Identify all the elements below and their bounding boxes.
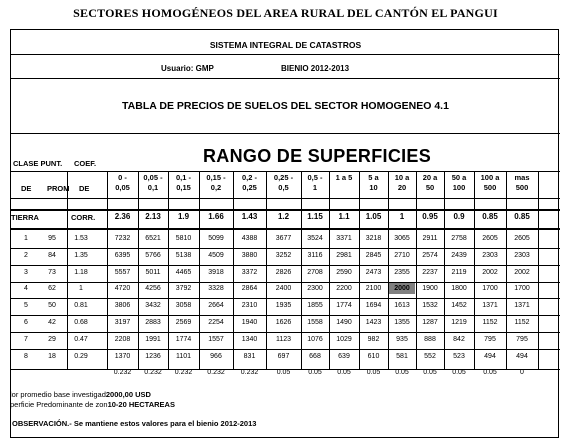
clase-value: 1	[24, 235, 28, 242]
grid-line	[233, 171, 234, 369]
factor-value: 0.232	[240, 369, 259, 377]
clase-value: 5	[24, 302, 28, 310]
price-cell: 2574	[422, 251, 438, 259]
price-cell: 2254	[208, 319, 224, 326]
prom-value: 62	[48, 285, 56, 293]
grid-line	[11, 315, 560, 316]
clase-value: 2	[24, 251, 28, 259]
corr-label: CORR.	[71, 213, 96, 222]
coef-value: 1.53	[74, 235, 88, 242]
corr-value: 1.1	[338, 212, 350, 221]
grid-line	[301, 171, 302, 369]
grid-line	[388, 171, 389, 369]
grid-line	[474, 171, 475, 369]
price-cell: 1800	[451, 285, 467, 293]
price-cell: 842	[453, 335, 465, 343]
price-cell: 3116	[307, 251, 323, 259]
column-header: 0,15 - 0,2	[206, 173, 226, 192]
clase-value: 4	[24, 285, 28, 293]
de-label: DE	[21, 184, 32, 193]
price-cell: 2208	[114, 335, 131, 343]
price-cell: 1152	[514, 319, 530, 326]
price-cell: 5810	[175, 235, 192, 242]
price-cell: 5099	[208, 235, 224, 242]
price-cell: 3677	[275, 235, 292, 242]
coef-value: 0.47	[74, 335, 88, 343]
price-cell: 4465	[175, 268, 192, 276]
price-cell: 1700	[514, 285, 530, 293]
price-cell: 1935	[275, 302, 292, 310]
price-cell: 982	[367, 335, 380, 343]
grid-line	[444, 171, 445, 369]
column-header: 100 a 500	[480, 173, 500, 192]
price-cell: 1613	[394, 302, 410, 310]
prom-value: 42	[48, 319, 56, 326]
factor-value: 0.05	[308, 369, 322, 377]
grid-line	[538, 171, 539, 369]
factor-value: 0.232	[207, 369, 225, 377]
price-cell: 2300	[307, 285, 323, 293]
prom-value: 73	[48, 268, 56, 276]
price-cell: 2708	[307, 268, 323, 276]
factor-value: 0.05	[483, 369, 497, 377]
price-cell: 2590	[336, 268, 352, 276]
corr-value: 1.9	[177, 212, 190, 221]
observation-line	[12, 419, 256, 428]
grid-line	[11, 298, 560, 299]
corr-value: 0.85	[514, 212, 530, 221]
grid-line	[11, 282, 560, 283]
coef-label: COEF.	[74, 159, 97, 168]
factor-value: 0.05	[395, 369, 409, 377]
column-header: 0,25 - 0,5	[273, 173, 294, 192]
price-cell: 4388	[241, 235, 258, 242]
factor-value: 0.05	[366, 369, 381, 377]
coef-value: 1.18	[74, 268, 88, 276]
price-cell: 1626	[275, 319, 292, 326]
price-cell: 2911	[422, 235, 438, 242]
price-cell: 1532	[422, 302, 438, 310]
corr-value: 1.66	[208, 212, 224, 221]
price-cell: 1774	[175, 335, 192, 343]
divider	[11, 54, 560, 55]
price-cell: 2664	[208, 302, 224, 310]
column-header: 1 a 5	[335, 173, 353, 182]
price-cell: 3372	[241, 268, 258, 276]
price-cell: 1219	[451, 319, 467, 326]
price-cell: 2100	[365, 285, 382, 293]
column-header: 5 a 10	[368, 173, 379, 192]
divider	[11, 133, 560, 134]
column-header: 10 a 20	[394, 173, 410, 192]
price-cell: 2569	[175, 319, 192, 326]
grid-line	[11, 171, 560, 172]
column-header: 50 a 100	[451, 173, 467, 192]
corr-value: 1.2	[277, 212, 290, 221]
price-cell: 3792	[175, 285, 192, 293]
price-cell: 3218	[365, 235, 382, 242]
column-header: 0,5 - 1	[307, 173, 323, 192]
catastro-table-frame	[10, 29, 559, 438]
price-cell: 2002	[514, 268, 530, 276]
factor-value: 0.05	[423, 369, 437, 377]
price-cell: 1991	[145, 335, 161, 343]
prom-value: 84	[48, 251, 56, 259]
grid-line	[11, 369, 560, 370]
observation-label: OBSERVACIÓN.-	[12, 419, 72, 428]
coef-value: 0.68	[74, 319, 88, 326]
corr-value: 1.05	[365, 212, 382, 221]
price-cell: 581	[396, 352, 408, 360]
price-cell: 1557	[208, 335, 224, 343]
price-cell: 3252	[275, 251, 292, 259]
corr-value: 0.85	[482, 212, 498, 221]
price-cell: 2758	[451, 235, 467, 242]
price-cell: 3197	[114, 319, 131, 326]
table-title: TABLA DE PRECIOS DE SUELOS DEL SECTOR HOMOGENEO 4.1	[122, 100, 449, 112]
de-coef-label: DE	[79, 184, 90, 193]
price-cell: 831	[243, 352, 256, 360]
price-cell: 2710	[394, 251, 410, 259]
predominant-surface-label: perficie Predominante de zon	[10, 400, 108, 409]
price-cell: 1490	[336, 319, 352, 326]
corr-value: 2.13	[145, 212, 161, 221]
price-cell: 1700	[482, 285, 498, 293]
price-cell: 888	[424, 335, 436, 343]
coef-value: 0.29	[74, 352, 88, 360]
price-cell: 3524	[307, 235, 323, 242]
grid-line	[11, 332, 560, 333]
column-header: 0,2 - 0,25	[241, 173, 257, 192]
price-cell: 5766	[145, 251, 161, 259]
clase-value: 6	[24, 319, 28, 326]
price-cell: 2864	[241, 285, 258, 293]
price-cell: 2355	[394, 268, 410, 276]
price-cell: 1123	[275, 335, 292, 343]
price-cell: 3065	[394, 235, 410, 242]
price-cell: 795	[484, 335, 496, 343]
price-cell: 1423	[365, 319, 382, 326]
corr-value: 1.15	[307, 212, 323, 221]
clase-value: 8	[24, 352, 28, 360]
price-cell: 523	[453, 352, 465, 360]
price-cell: 5557	[114, 268, 131, 276]
biennium-label: BIENIO 2012-2013	[281, 64, 350, 73]
range-title: RANGO DE SUPERFICIES	[203, 146, 432, 166]
price-cell: 2981	[336, 251, 352, 259]
user-label: Usuario: GMP	[161, 64, 214, 73]
avg-base-line	[10, 390, 151, 399]
price-cell: 1900	[422, 285, 438, 293]
price-cell: 2303	[482, 251, 498, 259]
price-cell: 3880	[241, 251, 258, 259]
observation-text: Se mantiene estos valores para el bienio 2012-2013	[73, 419, 257, 428]
price-cell: 3371	[336, 235, 352, 242]
predominant-surface-value: 10-20 HECTAREAS	[107, 400, 175, 409]
factor-value: 0.05	[337, 369, 351, 377]
factor-value: 0.232	[174, 369, 193, 377]
price-cell: 3806	[114, 302, 131, 310]
price-cell: 1076	[307, 335, 323, 343]
price-cell: 2473	[365, 268, 382, 276]
price-cell: 2883	[145, 319, 161, 326]
price-cell: 2303	[514, 251, 530, 259]
price-cell: 1370	[114, 352, 131, 360]
price-cell: 1236	[145, 352, 161, 360]
price-cell: 2439	[451, 251, 467, 259]
price-cell: 3918	[208, 268, 224, 276]
highlighted-price-cell: 2000	[389, 283, 415, 294]
clase-punt-label: CLASE PUNT.	[13, 159, 63, 168]
price-cell: 1029	[336, 335, 352, 343]
tierra-label: TIERRA	[11, 213, 39, 222]
price-cell: 2605	[482, 235, 498, 242]
price-cell: 966	[210, 352, 222, 360]
clase-value: 3	[24, 268, 28, 276]
grid-line	[11, 265, 560, 266]
price-cell: 1371	[514, 302, 530, 310]
prom-value: 18	[48, 352, 56, 360]
avg-base-value: 2000,00 USD	[105, 390, 151, 399]
price-cell: 552	[424, 352, 436, 360]
price-cell: 4720	[114, 285, 131, 293]
price-cell: 639	[338, 352, 350, 360]
price-cell: 697	[277, 352, 290, 360]
grid-line	[11, 248, 560, 249]
price-cell: 795	[516, 335, 528, 343]
grid-line	[67, 171, 68, 369]
grid-line	[11, 209, 560, 211]
grid-line	[266, 171, 267, 369]
factor-value: 0	[520, 369, 524, 377]
price-cell: 5138	[175, 251, 192, 259]
system-title: SISTEMA INTEGRAL DE CATASTROS	[209, 40, 362, 50]
price-cell: 3328	[208, 285, 224, 293]
coef-value: 1	[79, 285, 83, 293]
factor-value: 0.232	[113, 369, 132, 377]
price-cell: 2400	[275, 285, 292, 293]
prom-label: PROM	[47, 184, 70, 193]
price-cell: 3432	[145, 302, 161, 310]
grid-line	[107, 171, 108, 369]
price-cell: 7232	[114, 235, 131, 242]
column-header: 0,1 - 0,15	[175, 173, 191, 192]
document-title: SECTORES HOMOGÉNEOS DEL AREA RURAL DEL CANTÓN EL PANGUI	[73, 6, 498, 20]
price-cell: 4256	[145, 285, 161, 293]
price-cell: 1355	[394, 319, 410, 326]
price-cell: 2200	[336, 285, 352, 293]
price-cell: 1940	[241, 319, 258, 326]
price-cell: 1371	[482, 302, 498, 310]
clase-value: 7	[24, 335, 28, 343]
price-cell: 494	[516, 352, 528, 360]
price-cell: 1694	[365, 302, 382, 310]
column-header: 20 a 50	[422, 173, 438, 192]
prom-value: 95	[48, 235, 56, 242]
grid-line	[11, 349, 560, 350]
price-cell: 5011	[145, 268, 161, 276]
price-cell: 2845	[365, 251, 382, 259]
price-cell: 1340	[241, 335, 258, 343]
predominant-surface-line	[10, 400, 175, 409]
price-cell: 1774	[336, 302, 352, 310]
grid-line	[329, 171, 330, 369]
divider	[11, 78, 560, 79]
price-cell: 2237	[422, 268, 438, 276]
price-cell: 2119	[451, 268, 467, 276]
grid-line	[168, 171, 169, 369]
prom-value: 50	[48, 302, 56, 310]
corr-value: 0.95	[422, 212, 438, 221]
price-cell: 2002	[482, 268, 498, 276]
price-cell: 2605	[514, 235, 530, 242]
prom-value: 29	[48, 335, 56, 343]
price-cell: 610	[367, 352, 380, 360]
price-cell: 1152	[482, 319, 498, 326]
corr-value: 1.43	[241, 212, 258, 221]
price-cell: 6395	[114, 251, 131, 259]
price-cell: 6521	[145, 235, 161, 242]
grid-line	[11, 198, 560, 199]
price-cell: 2310	[241, 302, 258, 310]
grid-line	[359, 171, 360, 369]
price-cell: 3058	[175, 302, 192, 310]
factor-value: 0.05	[452, 369, 466, 377]
factor-value: 0.232	[144, 369, 162, 377]
coef-value: 0.81	[74, 302, 88, 310]
grid-line	[11, 228, 560, 230]
grid-line	[138, 171, 139, 369]
grid-line	[506, 171, 507, 369]
coef-value: 1.35	[74, 251, 88, 259]
factor-value: 0.05	[276, 369, 291, 377]
price-cell: 1855	[307, 302, 323, 310]
price-cell: 4509	[208, 251, 224, 259]
corr-value: 2.36	[114, 212, 131, 221]
column-header: mas 500	[514, 173, 530, 192]
corr-value: 1	[399, 212, 405, 221]
price-cell: 1287	[422, 319, 438, 326]
price-cell: 2826	[275, 268, 292, 276]
price-cell: 935	[396, 335, 408, 343]
price-cell: 494	[484, 352, 496, 360]
column-header: 0,05 - 0,1	[143, 173, 163, 192]
column-header: 0 - 0,05	[115, 173, 130, 192]
price-cell: 1558	[307, 319, 323, 326]
grid-line	[416, 171, 417, 369]
avg-base-label: lor promedio base investigad	[10, 390, 106, 399]
grid-line	[199, 171, 200, 369]
price-cell: 668	[309, 352, 321, 360]
corr-value: 0.9	[453, 212, 465, 221]
price-cell: 1452	[451, 302, 467, 310]
price-cell: 1101	[175, 352, 192, 360]
